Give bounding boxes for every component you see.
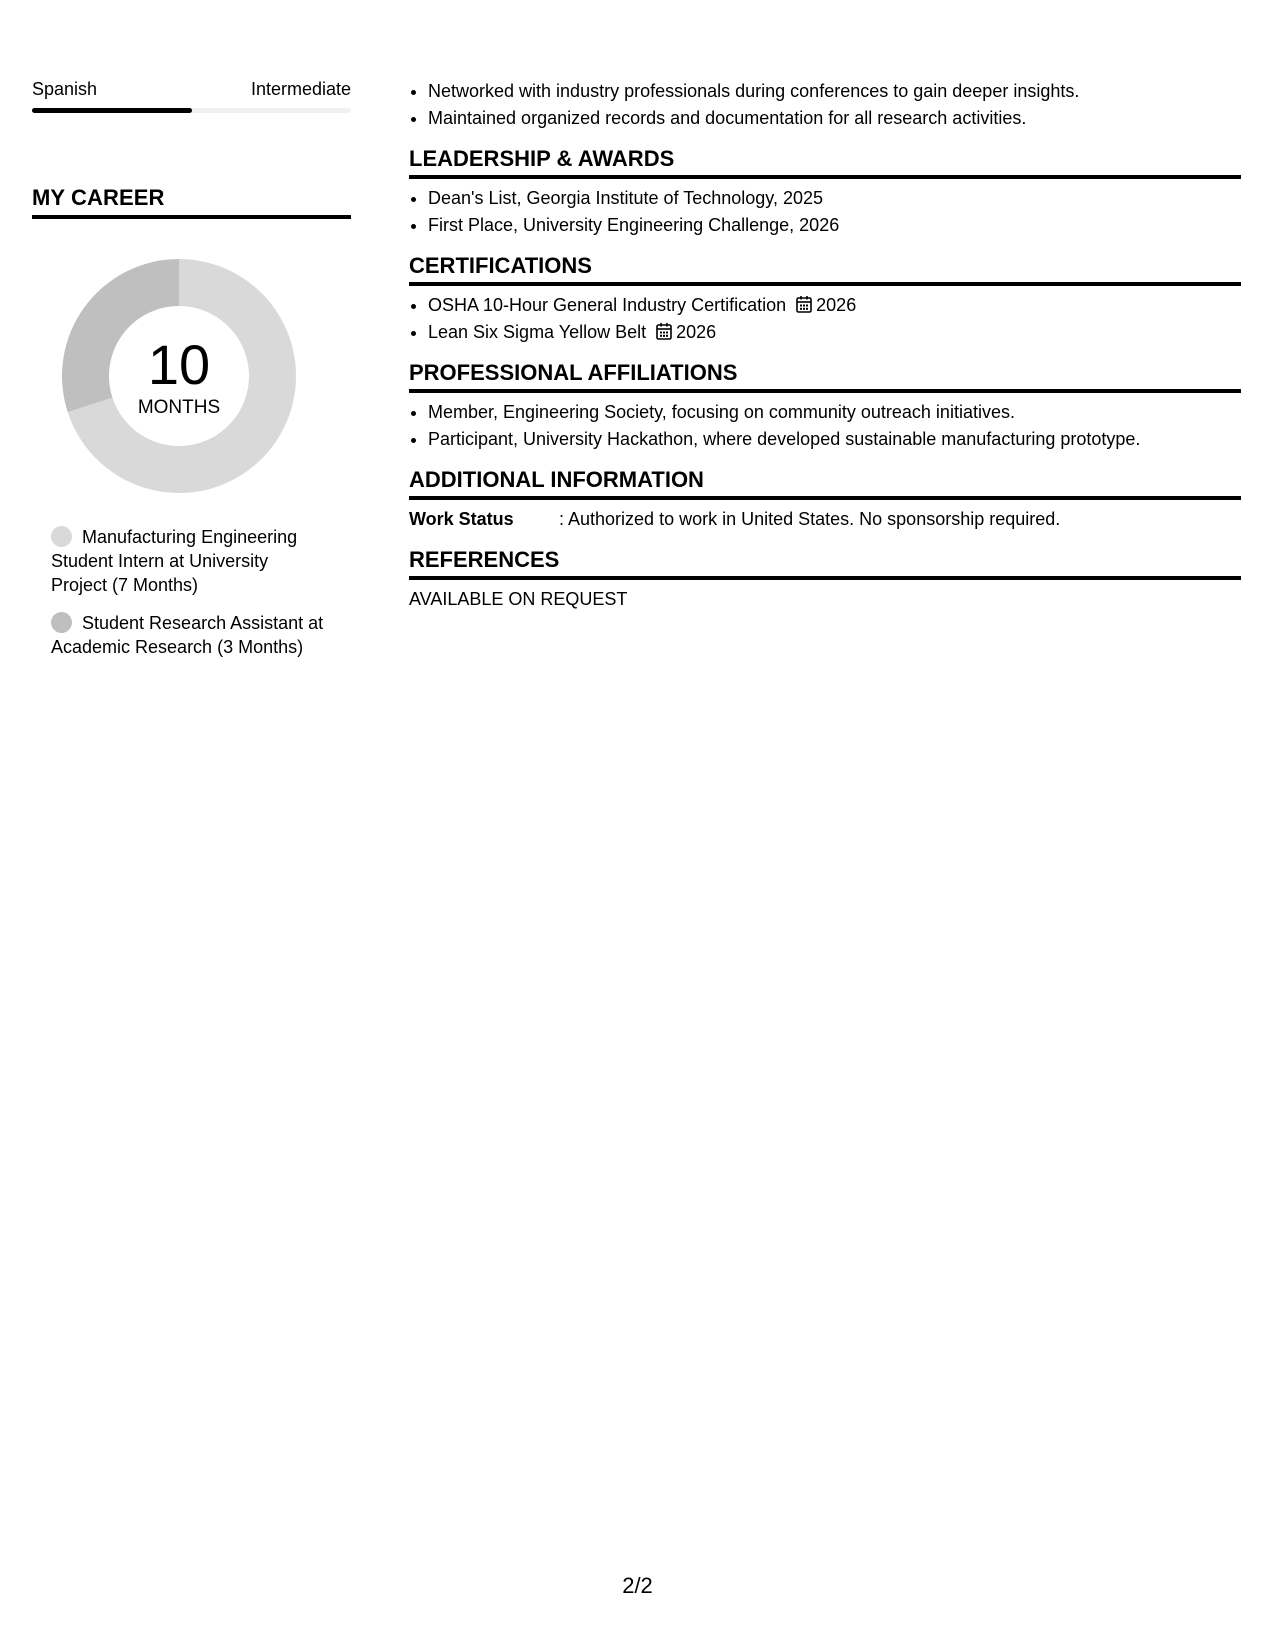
list-item: • Dean's List, Georgia Institute of Technology, 2025: [428, 185, 1241, 212]
references-text: AVAILABLE ON REQUEST: [409, 589, 628, 609]
language-proficiency-bar: [32, 108, 351, 113]
references-section-title: REFERENCES: [409, 547, 1241, 580]
work-status-label: Work Status: [409, 509, 514, 529]
career-total-unit: MONTHS: [137, 397, 221, 418]
experience-bullet-list: [409, 78, 1241, 132]
leadership-section-title: LEADERSHIP & AWARDS: [409, 146, 1241, 179]
certification-name: OSHA 10-Hour General Industry Certification: [428, 295, 787, 315]
legend-label: Manufacturing Engineering Student Intern at University Project (7 Months): [51, 527, 298, 595]
calendar-icon: [656, 322, 672, 340]
additional-info-section: [409, 467, 1241, 533]
list-item: • Participant, University Hackathon, where developed sustainable manufacturing prototype.: [428, 426, 1241, 453]
left-column: [32, 78, 351, 673]
additional-info-section-title: ADDITIONAL INFORMATION: [409, 467, 1241, 500]
certifications-section: [409, 253, 1241, 346]
list-item: • Member, Engineering Society, focusing on community outreach initiatives.: [428, 399, 1241, 426]
language-skill: [32, 78, 351, 113]
career-donut-chart: [56, 253, 302, 499]
language-proficiency-fill: [32, 108, 192, 113]
references-section: [409, 547, 1241, 613]
page-number: 2/2: [622, 1573, 653, 1598]
legend-dot-icon: [51, 612, 72, 633]
legend-item: [51, 611, 326, 659]
affiliations-section: [409, 360, 1241, 453]
language-level: Intermediate: [250, 79, 351, 99]
legend-dot-icon: [51, 526, 72, 547]
work-status-value: : Authorized to work in United States. No sponsorship required.: [559, 509, 1061, 529]
certifications-section-title: CERTIFICATIONS: [409, 253, 1241, 286]
right-column: [409, 78, 1241, 613]
career-section-title: MY CAREER: [32, 185, 351, 219]
list-item: • First Place, University Engineering Challenge, 2026: [428, 212, 1241, 239]
career-total-value: 10: [147, 333, 211, 396]
list-item: • Maintained organized records and documentation for all research activities.: [428, 105, 1241, 132]
certification-year: 2026: [676, 322, 717, 342]
list-item: • Networked with industry professionals during conferences to gain deeper insights.: [428, 78, 1241, 105]
list-item: [428, 292, 1241, 319]
certification-year: 2026: [816, 295, 857, 315]
legend-label: Student Research Assistant at Academic Research (3 Months): [51, 613, 324, 657]
affiliations-section-title: PROFESSIONAL AFFILIATIONS: [409, 360, 1241, 393]
language-name: Spanish: [32, 79, 98, 99]
calendar-icon: [796, 295, 812, 313]
list-item: [428, 319, 1241, 346]
legend-item: [51, 525, 326, 597]
career-legend: [51, 525, 326, 659]
work-status-row: [409, 506, 1241, 533]
leadership-section: [409, 146, 1241, 239]
certification-name: Lean Six Sigma Yellow Belt: [428, 322, 647, 342]
